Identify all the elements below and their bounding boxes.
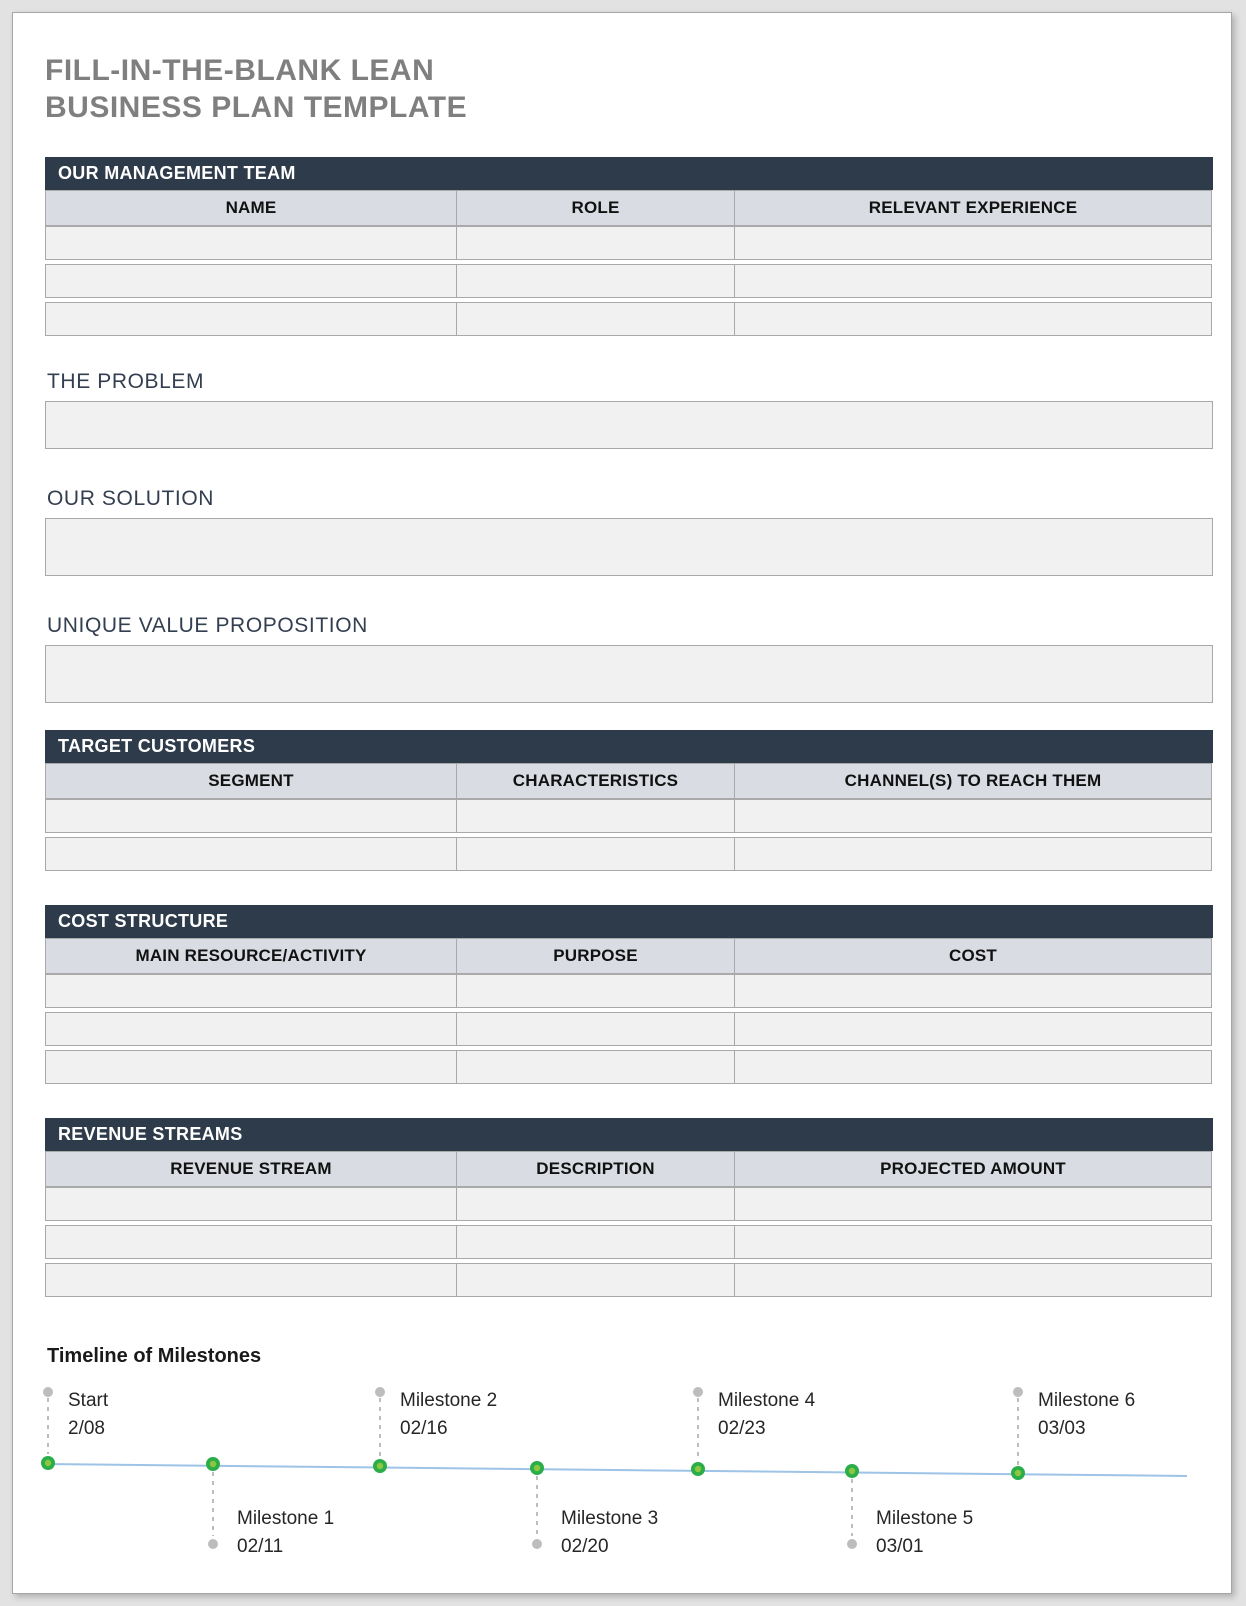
table-row [45, 302, 1213, 336]
milestone-label: Milestone 5 [876, 1508, 974, 1529]
timeline-milestone-3 [530, 1461, 658, 1557]
problem-input-box[interactable] [45, 401, 1213, 449]
solution-section [45, 487, 1211, 576]
page-title [45, 52, 1211, 126]
table-cell-empty[interactable] [456, 799, 735, 833]
table-cell-empty[interactable] [45, 974, 457, 1008]
milestone-marker-center [849, 1468, 855, 1474]
management-team-body [45, 226, 1213, 336]
timeline-section [45, 1345, 1211, 1576]
document-page [12, 12, 1232, 1594]
target-customers-section-header: TARGET CUSTOMERS [45, 730, 1213, 763]
revenue-streams-body [45, 1187, 1213, 1297]
column-header-name: NAME [45, 190, 457, 226]
table-cell-empty[interactable] [45, 226, 457, 260]
table-cell-empty[interactable] [734, 1012, 1212, 1046]
column-header-projected-amount: PROJECTED AMOUNT [734, 1151, 1212, 1187]
milestone-date: 03/01 [876, 1536, 924, 1557]
milestone-anchor-dot [208, 1539, 218, 1549]
revenue-streams-table [45, 1118, 1213, 1297]
milestone-marker-center [695, 1466, 701, 1472]
column-header-purpose: PURPOSE [456, 938, 735, 974]
milestone-anchor-dot [847, 1539, 857, 1549]
milestone-anchor-dot [375, 1387, 385, 1397]
column-header-channels: CHANNEL(S) TO REACH THEM [734, 763, 1212, 799]
timeline-milestone-1 [206, 1457, 334, 1557]
table-cell-empty[interactable] [456, 1012, 735, 1046]
table-row [45, 837, 1213, 871]
cost-structure-section-header: COST STRUCTURE [45, 905, 1213, 938]
milestone-marker-center [210, 1461, 216, 1467]
timeline-milestone-start [41, 1387, 109, 1470]
table-cell-empty[interactable] [734, 1187, 1212, 1221]
column-header-role: ROLE [456, 190, 735, 226]
timeline-heading: Timeline of Milestones [47, 1345, 262, 1367]
table-cell-empty[interactable] [734, 837, 1212, 871]
milestone-label: Milestone 6 [1038, 1390, 1136, 1411]
management-team-table [45, 157, 1213, 336]
table-cell-empty[interactable] [45, 302, 457, 336]
cost-structure-table [45, 905, 1213, 1084]
table-cell-empty[interactable] [734, 799, 1212, 833]
table-row [45, 799, 1213, 833]
table-cell-empty[interactable] [45, 264, 457, 298]
table-cell-empty[interactable] [45, 1050, 457, 1084]
table-cell-empty[interactable] [45, 799, 457, 833]
milestone-anchor-dot [1013, 1387, 1023, 1397]
target-customers-header-row [45, 763, 1213, 799]
table-cell-empty[interactable] [456, 302, 735, 336]
problem-heading: THE PROBLEM [47, 370, 205, 393]
table-cell-empty[interactable] [734, 264, 1212, 298]
table-cell-empty[interactable] [456, 837, 735, 871]
milestone-marker-center [534, 1465, 540, 1471]
table-cell-empty[interactable] [45, 837, 457, 871]
milestone-date: 02/16 [400, 1418, 448, 1439]
column-header-description: DESCRIPTION [456, 1151, 735, 1187]
table-cell-empty[interactable] [45, 1012, 457, 1046]
timeline-milestone-2 [373, 1387, 497, 1473]
page-title-line2: BUSINESS PLAN TEMPLATE [45, 91, 468, 124]
table-cell-empty[interactable] [734, 974, 1212, 1008]
table-cell-empty[interactable] [456, 1263, 735, 1297]
problem-section [45, 370, 1211, 449]
milestone-label: Milestone 1 [237, 1508, 335, 1529]
milestone-label: Milestone 2 [400, 1390, 498, 1411]
table-row [45, 974, 1213, 1008]
milestone-anchor-dot [532, 1539, 542, 1549]
timeline-milestone-4 [691, 1387, 816, 1476]
cost-structure-header-row [45, 938, 1213, 974]
table-row [45, 1225, 1213, 1259]
management-team-header-row [45, 190, 1213, 226]
table-cell-empty[interactable] [456, 1187, 735, 1221]
table-cell-empty[interactable] [734, 1263, 1212, 1297]
milestone-anchor-dot [43, 1387, 53, 1397]
unique-value-proposition-section [45, 614, 1211, 703]
milestone-label: Start [68, 1390, 109, 1411]
milestone-date: 02/11 [237, 1536, 284, 1557]
milestone-date: 03/03 [1038, 1418, 1086, 1439]
column-header-main-resource-activity: MAIN RESOURCE/ACTIVITY [45, 938, 457, 974]
table-row [45, 1012, 1213, 1046]
table-cell-empty[interactable] [45, 1263, 457, 1297]
table-cell-empty[interactable] [734, 302, 1212, 336]
milestone-date: 02/23 [718, 1418, 766, 1439]
table-cell-empty[interactable] [456, 264, 735, 298]
page-title-line1: FILL-IN-THE-BLANK LEAN [45, 54, 435, 87]
milestone-marker-center [377, 1463, 383, 1469]
column-header-revenue-stream: REVENUE STREAM [45, 1151, 457, 1187]
solution-heading: OUR SOLUTION [47, 487, 215, 510]
milestone-date: 2/08 [68, 1418, 105, 1439]
table-row [45, 264, 1213, 298]
milestone-date: 02/20 [561, 1536, 609, 1557]
target-customers-table [45, 730, 1213, 871]
unique-value-proposition-heading: UNIQUE VALUE PROPOSITION [47, 614, 368, 637]
unique-value-proposition-input-box[interactable] [45, 645, 1213, 703]
table-row [45, 226, 1213, 260]
table-row [45, 1263, 1213, 1297]
cost-structure-body [45, 974, 1213, 1084]
table-cell-empty[interactable] [456, 974, 735, 1008]
milestone-anchor-dot [693, 1387, 703, 1397]
revenue-streams-header-row [45, 1151, 1213, 1187]
milestone-marker-center [1015, 1470, 1021, 1476]
column-header-characteristics: CHARACTERISTICS [456, 763, 735, 799]
table-row [45, 1187, 1213, 1221]
table-cell-empty[interactable] [734, 1225, 1212, 1259]
revenue-streams-section-header: REVENUE STREAMS [45, 1118, 1213, 1151]
management-team-section-header: OUR MANAGEMENT TEAM [45, 157, 1213, 190]
target-customers-body [45, 799, 1213, 871]
column-header-cost: COST [734, 938, 1212, 974]
table-cell-empty[interactable] [45, 1187, 457, 1221]
table-cell-empty[interactable] [456, 1050, 735, 1084]
table-cell-empty[interactable] [734, 226, 1212, 260]
column-header-relevant-experience: RELEVANT EXPERIENCE [734, 190, 1212, 226]
timeline-milestone-5 [845, 1464, 973, 1557]
column-header-segment: SEGMENT [45, 763, 457, 799]
timeline-chart [45, 1378, 1215, 1576]
milestone-marker-center [45, 1460, 51, 1466]
milestone-label: Milestone 4 [718, 1390, 816, 1411]
solution-input-box[interactable] [45, 518, 1213, 576]
table-cell-empty[interactable] [734, 1050, 1212, 1084]
table-cell-empty[interactable] [45, 1225, 457, 1259]
table-row [45, 1050, 1213, 1084]
table-cell-empty[interactable] [456, 1225, 735, 1259]
table-cell-empty[interactable] [456, 226, 735, 260]
timeline-milestone-6 [1011, 1387, 1135, 1480]
milestone-label: Milestone 3 [561, 1508, 659, 1529]
